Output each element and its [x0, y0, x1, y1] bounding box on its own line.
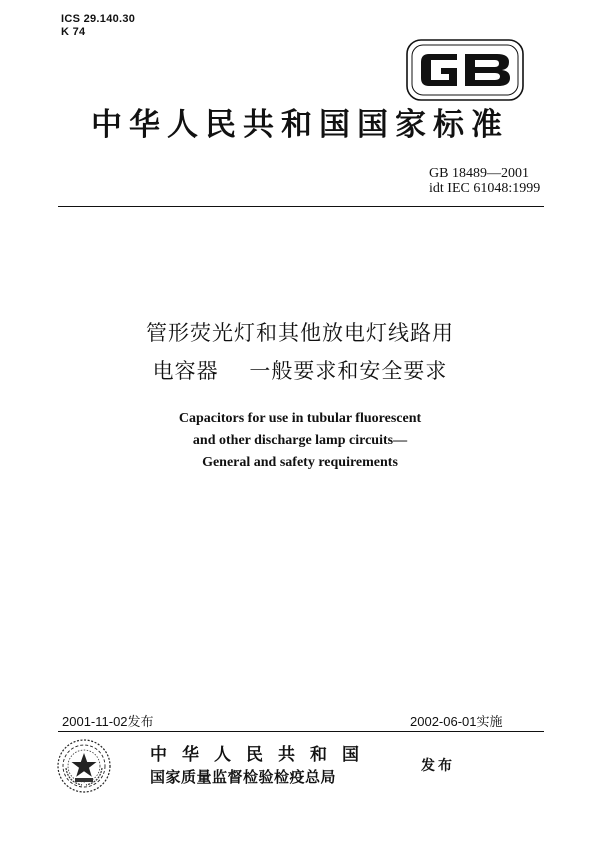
- national-emblem-seal: [56, 738, 112, 794]
- issuer-country: 中华人民共和国: [150, 745, 374, 765]
- ics-code: ICS 29.140.30: [61, 13, 136, 25]
- classification-code: K 74: [61, 26, 86, 38]
- issuer-block: [150, 744, 374, 788]
- implementation-date: 2002-06-01实施: [410, 714, 503, 729]
- gb-logo: [405, 38, 525, 102]
- title-chinese-line-2: 电容器 一般要求和安全要求: [152, 359, 448, 383]
- issue-date: 2001-11-02发布: [62, 714, 154, 729]
- issued-label: 发布: [421, 758, 455, 774]
- footer-rule: [58, 731, 544, 732]
- title-chinese-line-1: 管形荧光灯和其他放电灯线路用: [146, 321, 454, 345]
- issuer-agency: 国家质量监督检验检疫总局: [150, 768, 337, 786]
- title-english: [0, 408, 600, 474]
- title-english-line-1: Capacitors for use in tubular fluorescent: [178, 411, 422, 426]
- standard-number: GB 18489—2001: [429, 166, 529, 181]
- equivalent-standard: idt IEC 61048:1999: [429, 181, 541, 196]
- title-english-line-3: General and safety requirements: [202, 455, 398, 470]
- title-english-line-2: and other discharge lamp circuits—: [192, 433, 408, 448]
- standard-category-title: 中华人民共和国国家标准: [91, 107, 509, 143]
- title-chinese: [0, 314, 600, 390]
- header-rule: [58, 206, 544, 207]
- standard-number-block: [429, 166, 540, 196]
